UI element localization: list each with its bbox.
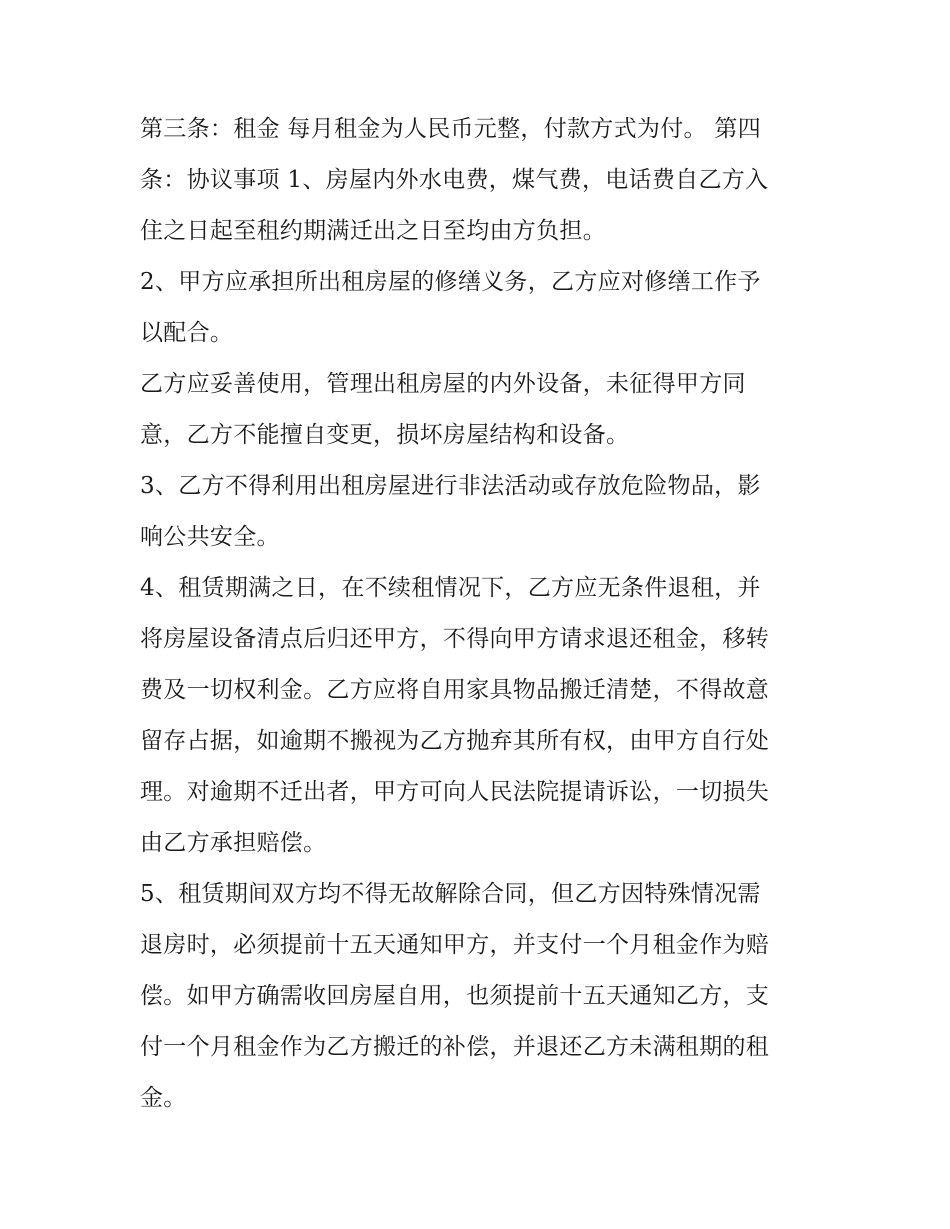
text-line: 住之日起至租约期满迁出之日至均由方负担。 bbox=[140, 218, 606, 244]
text-line: 理。对逾期不迁出者，甲方可向人民法院提请诉讼，一切损失 bbox=[140, 779, 770, 805]
text-line-item-3: 3、乙方不得利用出租房屋进行非法活动或存放危险物品，影 bbox=[140, 473, 761, 499]
text-line: 留存占据，如逾期不搬视为乙方抛弃其所有权，由甲方自行处 bbox=[140, 728, 770, 754]
text-line: 费及一切权利金。乙方应将自用家具物品搬迁清楚，不得故意 bbox=[140, 677, 770, 703]
text-line-clause-3-rent: 第三条：租金 每月租金为人民币元整，付款方式为付。 第四 bbox=[140, 116, 762, 142]
text-line-item-5: 5、租赁期间双方均不得无故解除合同，但乙方因特殊情况需 bbox=[140, 881, 761, 907]
text-line-clause-4-item-1: 条：协议事项 1、房屋内外水电费，煤气费，电话费自乙方入 bbox=[140, 167, 769, 193]
text-line: 退房时，必须提前十五天通知甲方，并支付一个月租金作为赔 bbox=[140, 932, 770, 958]
text-line: 以配合。 bbox=[140, 320, 234, 346]
text-line: 乙方应妥善使用，管理出租房屋的内外设备，未征得甲方同 bbox=[140, 371, 746, 397]
text-line: 付一个月租金作为乙方搬迁的补偿，并退还乙方未满租期的租 bbox=[140, 1034, 770, 1060]
text-line: 意，乙方不能擅自变更，损坏房屋结构和设备。 bbox=[140, 422, 630, 448]
text-line: 由乙方承担赔偿。 bbox=[140, 830, 327, 856]
text-line: 将房屋设备清点后归还甲方，不得向甲方请求退还租金，移转 bbox=[140, 626, 770, 652]
text-line: 响公共安全。 bbox=[140, 524, 280, 550]
text-line-item-4: 4、租赁期满之日，在不续租情况下，乙方应无条件退租，并 bbox=[140, 575, 761, 601]
text-line: 金。 bbox=[140, 1085, 187, 1111]
text-line: 偿。如甲方确需收回房屋自用，也须提前十五天通知乙方，支 bbox=[140, 983, 770, 1009]
text-line-item-2: 2、甲方应承担所出租房屋的修缮义务，乙方应对修缮工作予 bbox=[140, 269, 761, 295]
